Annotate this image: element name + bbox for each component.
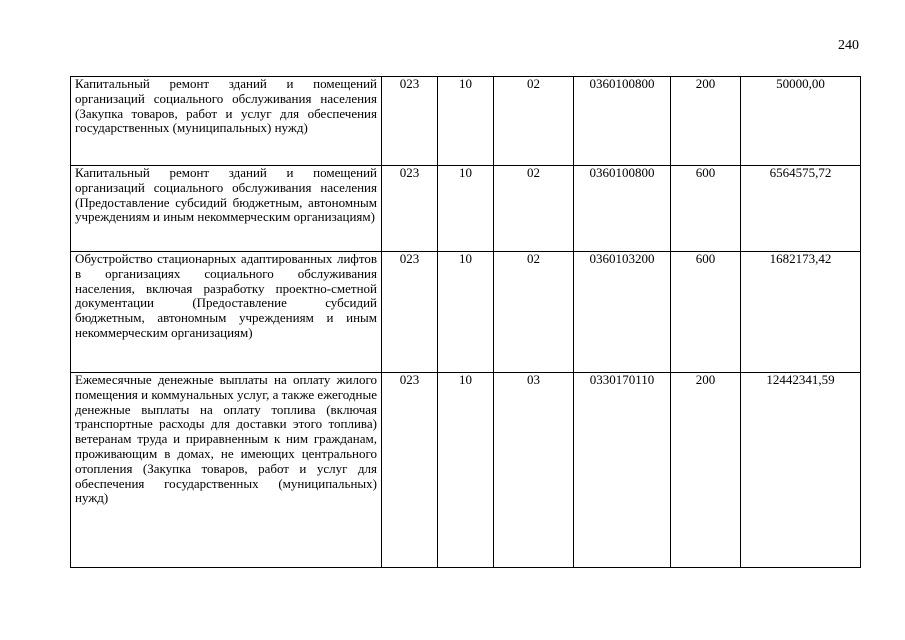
row-ministry-code: 023 [382,252,438,373]
row-expense-type: 200 [671,373,741,568]
row-amount: 12442341,59 [741,373,861,568]
row-expense-type: 200 [671,77,741,166]
table-row [71,166,861,252]
row-description: Капитальный ремонт зданий и помещений организаций социального обслуживания населения (Предоставление субсидий бюджетным, автономным учреждениям и иным некоммерческим организациям) [71,166,382,252]
row-description: Обустройство стационарных адаптированных лифтов в организациях социального обслуживания населения, включая разработку проектно-сметной документации (Предоставление субсидий бюджетным, автономным учреждениям и иным некоммерческим организациям) [71,252,382,373]
row-amount: 1682173,42 [741,252,861,373]
table-row [71,373,861,568]
row-section-code: 10 [438,166,494,252]
row-subsection-code: 02 [494,77,574,166]
row-ministry-code: 023 [382,77,438,166]
row-expense-type: 600 [671,166,741,252]
budget-table [70,76,861,568]
row-amount: 50000,00 [741,77,861,166]
row-section-code: 10 [438,373,494,568]
row-target-code: 0330170110 [574,373,671,568]
row-target-code: 0360100800 [574,166,671,252]
row-subsection-code: 03 [494,373,574,568]
row-section-code: 10 [438,252,494,373]
row-expense-type: 600 [671,252,741,373]
row-section-code: 10 [438,77,494,166]
table-row [71,252,861,373]
row-target-code: 0360100800 [574,77,671,166]
row-subsection-code: 02 [494,166,574,252]
row-description: Ежемесячные денежные выплаты на оплату жилого помещения и коммунальных услуг, а также ежегодные денежные выплаты на оплату топлива (включая транспортные расходы для доставки этого топлива) ветеранам труда и приравненным к ним гражданам, проживающим в домах, не имеющих центрального отопления (Закупка товаров, работ и услуг для обеспечения государственных (муниципальных) нужд) [71,373,382,568]
table-row [71,77,861,166]
page-number: 240 [838,38,859,53]
row-target-code: 0360103200 [574,252,671,373]
row-description: Капитальный ремонт зданий и помещений организаций социального обслуживания населения (Закупка товаров, работ и услуг для обеспечения государственных (муниципальных) нужд) [71,77,382,166]
row-subsection-code: 02 [494,252,574,373]
row-amount: 6564575,72 [741,166,861,252]
row-ministry-code: 023 [382,373,438,568]
row-ministry-code: 023 [382,166,438,252]
